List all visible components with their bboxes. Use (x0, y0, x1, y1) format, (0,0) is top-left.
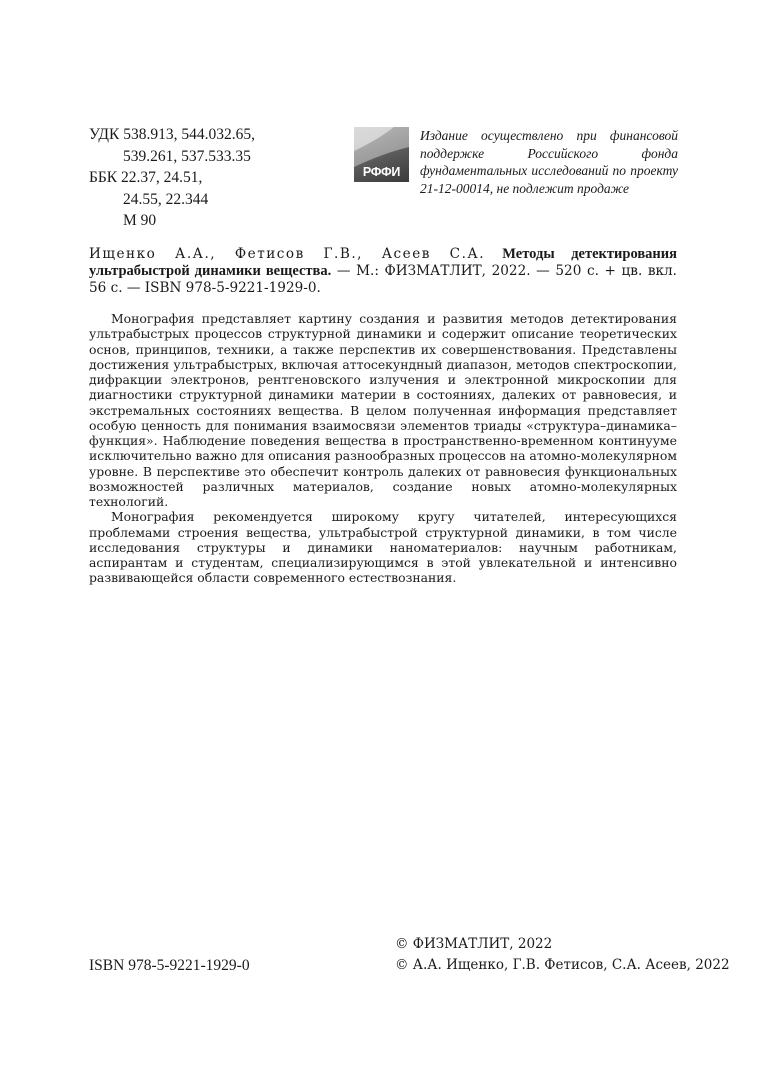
rffi-logo (354, 127, 409, 182)
book-imprint: — М.: ФИЗМАТЛИТ, 2022. — 520 с. + цв. вкл. 56 с. — ISBN 978-5-9221-1929-0. (89, 263, 677, 297)
book-authors: Ищенко А.А., Фетисов Г.В., Асеев С.А. (89, 246, 486, 262)
abstract (89, 311, 677, 586)
bbk-code-line-1: ББК 22.37, 24.51, (89, 169, 203, 186)
isbn: ISBN 978-5-9221-1929-0 (89, 957, 250, 974)
classification-codes (89, 124, 255, 232)
bibliographic-record (89, 246, 677, 298)
abstract-paragraph-2: Монография рекомендуется широкому кругу читателей, интересующихся проблемами строения вещества, ультрабыстрой структурной динамики, в том числе исследования структуры и динамики наноматериалов: научным работникам, аспирантам и студентам, специализирующимся в этой увлекательной и интенсивно развивающейся области современного естествознания. (89, 509, 677, 586)
bbk-code-line-2: 24.55, 22.344 (123, 190, 209, 208)
udk-code-line-2: 539.261, 537.533.35 (123, 147, 251, 165)
udk-code-line-1: УДК 538.913, 544.032.65, (89, 126, 255, 143)
copyright-authors: © А.А. Ищенко, Г.В. Фетисов, С.А. Асеев, 2022 (395, 957, 730, 973)
abstract-paragraph-1: Монография представляет картину создания и развития методов детектирования ультрабыстрых процессов структурной динамики и содержит описание теоретических основ, принципов, техники, а также перспектив их совершенствования. Представлены достижения ультрабыстрых, включая аттосекундный диапазон, методов спектроскопии, дифракции электронов, рентгеновского излучения и электронной микроскопии для диагностики структурной динамики материи в состояниях, далеких от равновесия, и экстремальных состояниях вещества. В целом полученная информация представляет особую ценность для понимания взаимосвязи элементов триады «структура–динамика–функция». Наблюдение поведения вещества в пространственно-временном континууме исключительно важно для описания разнообразных процессов на атомно-молекулярном уровне. В перспективе это обеспечит контроль далеких от равновесия функциональных возможностей различных материалов, создание новых атомно-молекулярных технологий. (89, 311, 677, 509)
grant-note: Издание осуществлено при финансовой поддержке Российского фонда фундаментальных исследований по проекту 21-12-00014, не подлежит продаже (420, 128, 678, 196)
rffi-logo-text: РФФИ (362, 165, 401, 179)
book-title: Методы детектирования ультрабыстрой динамики вещества. (89, 246, 677, 280)
copyright-publisher: © ФИЗМАТЛИТ, 2022 (395, 936, 553, 952)
author-mark: М 90 (123, 212, 157, 229)
